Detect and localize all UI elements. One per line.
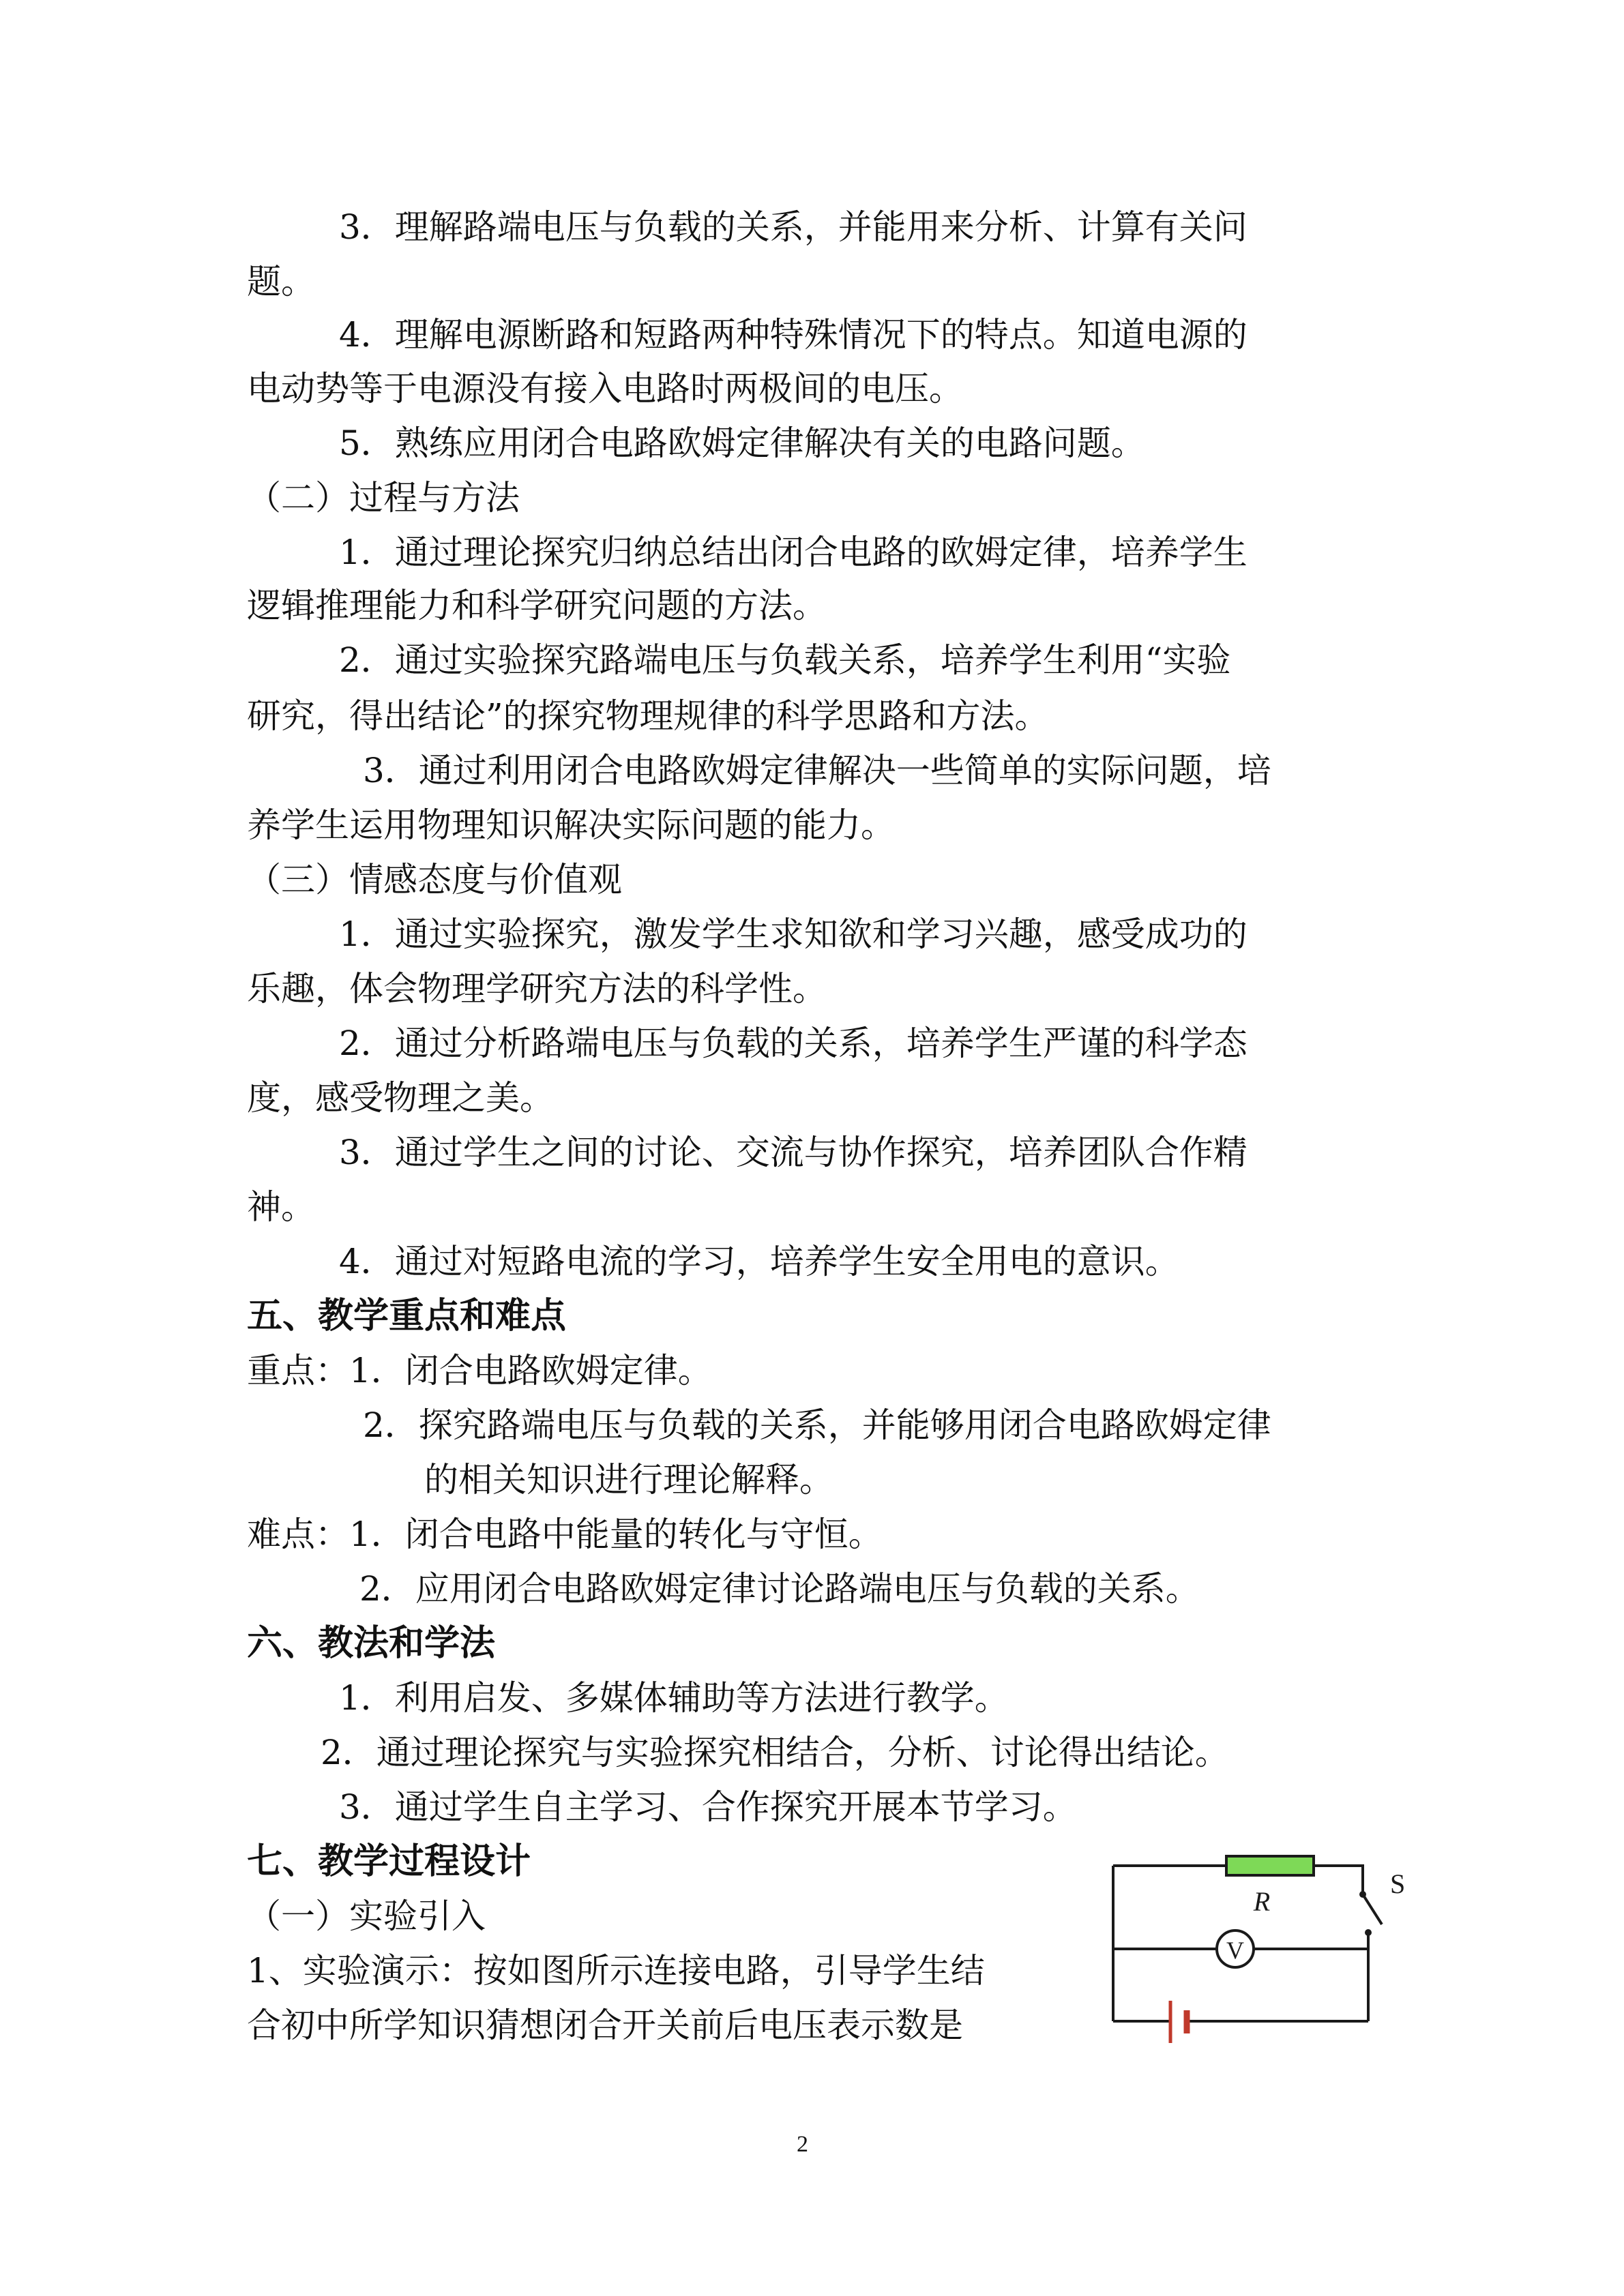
emotion-3-line1: 3．通过学生之间的讨论、交流与协作探究，培养团队合作精 [339,1133,1247,1172]
emotion-1-line1: 1．通过实验探究，激发学生求知欲和学习兴趣，感受成功的 [339,914,1247,954]
resistor-label: R [1253,1886,1271,1917]
emotion-3-line2: 神。 [247,1187,315,1227]
section-7-heading: 七、教学过程设计 [247,1841,531,1882]
page-number: 2 [797,2132,808,2157]
difficulty-1: 难点：1．闭合电路中能量的转化与守恒。 [247,1515,883,1554]
objective-3-line1: 3．理解路端电压与负载的关系，并能用来分析、计算有关问 [339,207,1247,247]
process-heading: （二）过程与方法 [247,478,520,518]
emotion-4: 4．通过对短路电流的学习，培养学生安全用电的意识。 [339,1242,1179,1281]
method-3: 3．通过学生自主学习、合作探究开展本节学习。 [339,1787,1077,1827]
method-2: 2．通过理论探究与实验探究相结合，分析、讨论得出结论。 [321,1733,1229,1772]
demo-text-line2: 合初中所学知识猜想闭合开关前后电压表示数是 [247,2006,963,2045]
objective-4-line1: 4．理解电源断路和短路两种特殊情况下的特点。知道电源的 [339,315,1247,355]
process-3-line1: 3．通过利用闭合电路欧姆定律解决一些简单的实际问题，培 [363,751,1271,790]
voltmeter-v-label: V [1226,1937,1244,1964]
switch-blade [1363,1894,1382,1924]
key-point-2-line1: 2．探究路端电压与负载的关系，并能够用闭合电路欧姆定律 [363,1405,1271,1445]
difficulty-2: 2．应用闭合电路欧姆定律讨论路端电压与负载的关系。 [359,1569,1200,1609]
emotion-heading: （三）情感态度与价值观 [247,860,622,899]
section-6-heading: 六、教法和学法 [247,1623,496,1664]
key-point-1: 重点：1．闭合电路欧姆定律。 [247,1351,712,1390]
objective-5: 5．熟练应用闭合电路欧姆定律解决有关的电路问题。 [339,423,1145,463]
emotion-1-line2: 乐趣，体会物理学研究方法的科学性。 [247,969,827,1009]
switch-label: S [1390,1868,1406,1899]
switch-pivot [1359,1891,1366,1898]
circuit-wire-top-right [1314,1866,1363,1894]
process-1-line1: 1．通过理论探究归纳总结出闭合电路的欧姆定律，培养学生 [339,533,1247,572]
section-5-heading: 五、教学重点和难点 [247,1296,567,1337]
process-2-line2: 研究，得出结论”的探究物理规律的科学思路和方法。 [247,696,1049,736]
emotion-2-line2: 度，感受物理之美。 [247,1078,554,1118]
method-1: 1．利用启发、多媒体辅助等方法进行教学。 [339,1678,1009,1718]
emotion-2-line1: 2．通过分析路端电压与负载的关系，培养学生严谨的科学态 [339,1024,1247,1063]
circuit-diagram [1104,1845,1417,2063]
process-1-line2: 逻辑推理能力和科学研究问题的方法。 [247,586,827,625]
process-3-line2: 养学生运用物理知识解决实际问题的能力。 [247,805,895,845]
process-2-line1: 2．通过实验探究路端电压与负载关系，培养学生利用“实验 [339,640,1231,680]
demo-text-line1: 1、实验演示：按如图所示连接电路，引导学生结 [247,1951,985,1991]
key-point-2-line2: 的相关知识进行理论解释。 [424,1460,833,1500]
resistor-rect [1226,1856,1314,1875]
section-7-subheading: （一）实验引入 [247,1896,486,1936]
objective-3-line2: 题。 [247,262,315,301]
switch-contact [1365,1929,1372,1936]
objective-4-line2: 电动势等于电源没有接入电路时两极间的电压。 [247,369,963,408]
